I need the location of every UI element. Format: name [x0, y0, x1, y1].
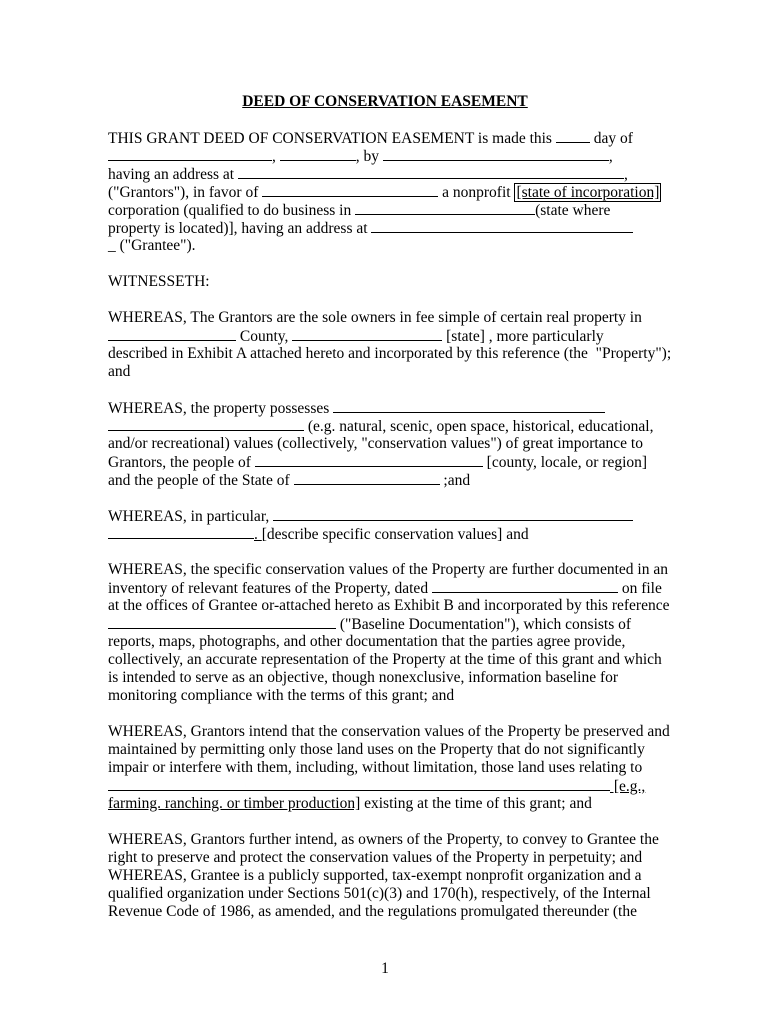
text-line: ("Grantors"), in favor of a nonprofit [state of incorporation]: [108, 184, 660, 201]
text-line: and the people of the State of ;and: [108, 472, 471, 489]
text-line: _ ("Grantee").: [108, 237, 196, 254]
blank-field[interactable]: [108, 147, 272, 161]
text-line: described in Exhibit A attached hereto and incorporated by this reference (the "Property");: [108, 345, 672, 362]
text-line: is intended to serve as an objective, though nonexclusive, information baseline for: [108, 669, 619, 686]
blank-field[interactable]: [108, 525, 254, 539]
text-line: reports, maps, photographs, and other documentation that the parties agree provide,: [108, 633, 626, 650]
text-line: collectively, an accurate representation of the Property at the time of this grant and which: [108, 651, 662, 668]
blank-field[interactable]: [355, 201, 535, 215]
blank-field[interactable]: [383, 147, 609, 161]
document-title: DEED OF CONSERVATION EASEMENT: [242, 93, 528, 110]
text-line: County, [state] , more particularly: [108, 327, 604, 346]
text-line: [e.g.,: [108, 777, 645, 796]
text-line: having an address at ,: [108, 166, 628, 183]
blank-field[interactable]: [238, 165, 624, 179]
text-line: Grantors, the people of [county, locale, or region]: [108, 454, 648, 471]
blank-field[interactable]: [108, 615, 336, 629]
text-line: WHEREAS, Grantee is a publicly supported, tax-exempt nonprofit organization and a: [108, 867, 642, 884]
text-line: and/or recreational) values (collectively, "conservation values") of great importance to: [108, 435, 643, 452]
text-line: WHEREAS, Grantors further intend, as owners of the Property, to convey to Grantee the: [108, 831, 659, 848]
text-line: WHEREAS, the specific conservation values of the Property are further documented in an: [108, 561, 668, 578]
text-line: , , by ,: [108, 147, 613, 166]
witnesseth-heading: WITNESSETH:: [108, 273, 210, 290]
text-line: THIS GRANT DEED OF CONSERVATION EASEMENT is made this day of: [108, 130, 633, 147]
blank-field[interactable]: [280, 147, 356, 161]
blank-field[interactable]: [255, 453, 483, 467]
blank-field[interactable]: [294, 471, 440, 485]
text-line: at the offices of Grantee or-attached hereto as Exhibit B and incorporated by this reference: [108, 597, 670, 614]
blank-field[interactable]: [556, 129, 590, 143]
text-line: impair or interfere with them, including, without limitation, those land uses relating to: [108, 759, 643, 776]
text-line: ("Baseline Documentation"), which consists of: [108, 615, 631, 634]
text-line: right to preserve and protect the conservation values of the Property in perpetuity; and: [108, 849, 643, 866]
text-line: Revenue Code of 1986, as amended, and the regulations promulgated thereunder (the: [108, 903, 637, 920]
text-line: WHEREAS, Grantors intend that the conservation values of the Property be preserved and: [108, 723, 670, 740]
text-line: inventory of relevant features of the Property, dated on file: [108, 580, 662, 597]
blank-field[interactable]: [371, 219, 633, 233]
page-number: 1: [381, 960, 389, 977]
text-line: monitoring compliance with the terms of this grant; and: [108, 687, 455, 704]
text-line: corporation (qualified to do business in (state where: [108, 202, 611, 219]
blank-field[interactable]: [108, 327, 236, 341]
blank-field[interactable]: [333, 399, 605, 413]
blank-field[interactable]: [108, 777, 610, 791]
text-line: property is located)], having an address at: [108, 219, 633, 238]
blank-field[interactable]: [432, 579, 618, 593]
text-line: qualified organization under Sections 501(c)(3) and 170(h), respectively, of the Internal: [108, 885, 651, 902]
text-line: (e.g. natural, scenic, open space, historical, educational,: [108, 417, 653, 436]
text-line: . [describe specific conservation values] and: [108, 525, 529, 544]
text-line: WHEREAS, The Grantors are the sole owners in fee simple of certain real property in: [108, 309, 642, 326]
blank-field[interactable]: [292, 327, 442, 341]
blank-field[interactable]: [273, 507, 633, 521]
blank-field[interactable]: [262, 183, 438, 197]
text-line: WHEREAS, in particular,: [108, 507, 633, 526]
text-line: farming. ranching. or timber production] existing at the time of this grant; and: [108, 795, 592, 812]
text-line: and: [108, 363, 131, 380]
text-line: maintained by permitting only those land uses on the Property that do not significantly: [108, 741, 645, 758]
blank-field[interactable]: [108, 417, 304, 431]
text-line: WHEREAS, the property possesses: [108, 399, 605, 418]
